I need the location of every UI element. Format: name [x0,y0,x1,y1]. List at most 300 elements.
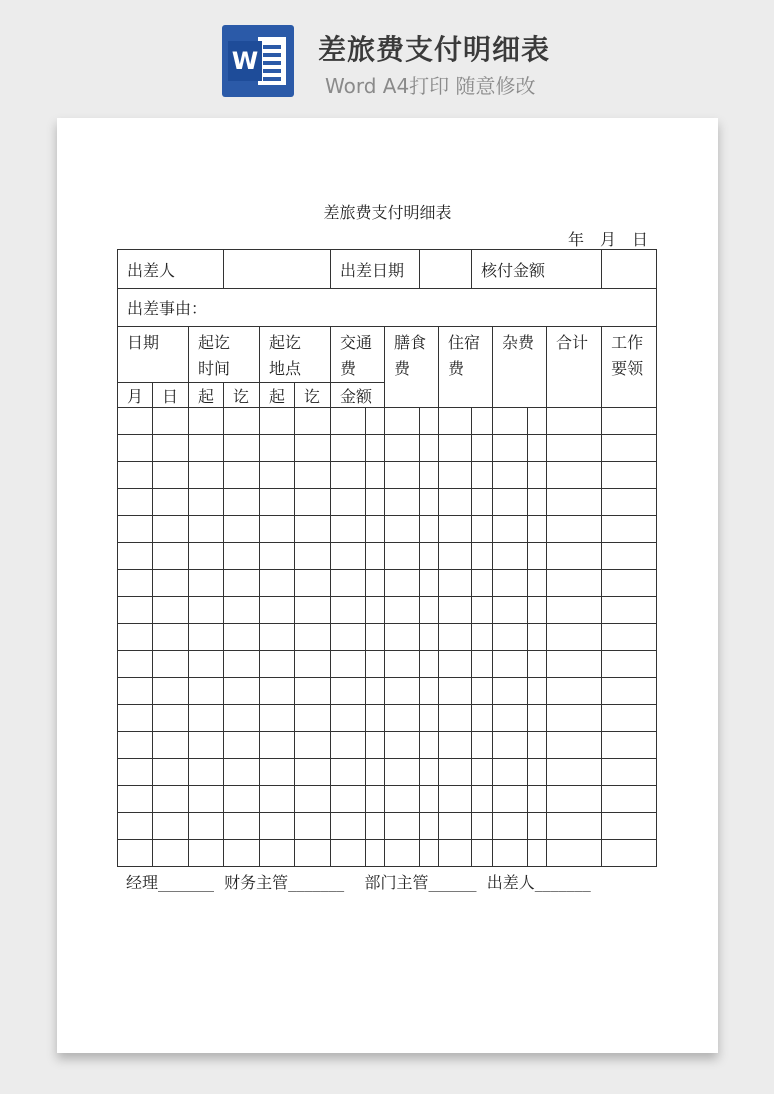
table-cell[interactable] [295,705,331,732]
table-cell[interactable] [295,651,331,678]
table-cell[interactable] [472,786,493,813]
table-cell[interactable] [528,732,547,759]
table-cell[interactable] [493,840,528,867]
table-cell[interactable] [528,678,547,705]
table-cell[interactable] [420,813,439,840]
table-cell[interactable] [118,570,153,597]
table-cell[interactable] [331,624,366,651]
table-cell[interactable] [547,462,602,489]
table-cell[interactable] [118,462,153,489]
table-cell[interactable] [224,543,260,570]
table-cell[interactable] [420,678,439,705]
table-cell[interactable] [224,813,260,840]
table-cell[interactable] [189,651,224,678]
table-cell[interactable] [295,543,331,570]
traveler-value[interactable] [224,250,331,289]
table-cell[interactable] [439,408,472,435]
table-cell[interactable] [439,570,472,597]
table-cell[interactable] [224,624,260,651]
table-cell[interactable] [472,678,493,705]
table-cell[interactable] [295,489,331,516]
table-cell[interactable] [420,732,439,759]
table-cell[interactable] [366,840,385,867]
table-cell[interactable] [295,570,331,597]
table-cell[interactable] [331,543,366,570]
table-cell[interactable] [295,732,331,759]
col-date: 日期 [118,327,189,383]
table-cell[interactable] [472,570,493,597]
subcol-day: 日 [153,383,189,408]
table-cell[interactable] [260,435,295,462]
table-cell[interactable] [153,543,189,570]
table-cell[interactable] [189,840,224,867]
approved-amount-label: 核付金额 [472,250,602,289]
table-cell[interactable] [439,759,472,786]
table-cell[interactable] [528,705,547,732]
table-cell[interactable] [472,489,493,516]
table-cell[interactable] [295,813,331,840]
table-cell[interactable] [472,408,493,435]
table-cell[interactable] [420,624,439,651]
table-cell[interactable] [385,543,420,570]
table-cell[interactable] [472,543,493,570]
table-cell[interactable] [260,813,295,840]
table-cell[interactable] [189,678,224,705]
table-cell[interactable] [260,840,295,867]
table-cell[interactable] [366,732,385,759]
table-cell[interactable] [602,408,657,435]
table-cell[interactable] [118,489,153,516]
table-cell[interactable] [472,624,493,651]
table-cell[interactable] [153,624,189,651]
table-cell[interactable] [153,570,189,597]
table-cell[interactable] [295,840,331,867]
table-cell[interactable] [189,786,224,813]
subcol-time-start: 起 [189,383,224,408]
table-cell[interactable] [331,651,366,678]
table-cell[interactable] [366,597,385,624]
table-cell[interactable] [439,705,472,732]
table-cell[interactable] [366,705,385,732]
table-cell[interactable] [439,597,472,624]
table-cell[interactable] [602,597,657,624]
table-cell[interactable] [472,651,493,678]
table-cell[interactable] [385,489,420,516]
table-cell[interactable] [602,462,657,489]
table-cell[interactable] [528,516,547,543]
table-cell[interactable] [528,543,547,570]
table-cell[interactable] [472,435,493,462]
table-cell[interactable] [385,516,420,543]
table-cell[interactable] [602,732,657,759]
table-cell[interactable] [528,651,547,678]
table-cell[interactable] [602,570,657,597]
table-cell[interactable] [472,705,493,732]
table-cell[interactable] [528,489,547,516]
subcol-month: 月 [118,383,153,408]
table-cell[interactable] [224,462,260,489]
table-cell[interactable] [260,597,295,624]
table-cell[interactable] [420,462,439,489]
table-cell[interactable] [439,678,472,705]
table-cell[interactable] [493,516,528,543]
table-cell[interactable] [547,543,602,570]
table-cell[interactable] [547,570,602,597]
table-cell[interactable] [385,813,420,840]
table-cell[interactable] [420,570,439,597]
table-cell[interactable] [602,813,657,840]
table-cell[interactable] [493,651,528,678]
table-cell[interactable] [528,759,547,786]
table-cell[interactable] [331,813,366,840]
table-cell[interactable] [472,462,493,489]
table-row [118,705,657,732]
table-cell[interactable] [602,705,657,732]
table-cell[interactable] [260,624,295,651]
table-cell[interactable] [528,813,547,840]
table-cell[interactable] [189,624,224,651]
table-cell[interactable] [118,435,153,462]
table-cell[interactable] [331,840,366,867]
table-cell[interactable] [439,516,472,543]
table-cell[interactable] [118,597,153,624]
table-cell[interactable] [493,435,528,462]
table-cell[interactable] [224,651,260,678]
table-cell[interactable] [472,732,493,759]
table-cell[interactable] [189,543,224,570]
table-cell[interactable] [366,786,385,813]
header-row-traveler [118,250,657,289]
table-cell[interactable] [385,732,420,759]
approved-amount-value[interactable] [602,250,657,289]
table-cell[interactable] [439,624,472,651]
table-cell[interactable] [385,570,420,597]
table-cell[interactable] [547,624,602,651]
table-cell[interactable] [366,678,385,705]
table-cell[interactable] [224,597,260,624]
table-cell[interactable] [189,570,224,597]
table-cell[interactable] [331,435,366,462]
table-cell[interactable] [260,705,295,732]
table-cell[interactable] [295,786,331,813]
table-cell[interactable] [602,543,657,570]
table-cell[interactable] [547,786,602,813]
table-cell[interactable] [260,786,295,813]
table-cell[interactable] [118,408,153,435]
table-cell[interactable] [602,759,657,786]
table-cell[interactable] [189,813,224,840]
table-cell[interactable] [439,489,472,516]
table-cell[interactable] [118,516,153,543]
table-cell[interactable] [331,462,366,489]
table-cell[interactable] [260,759,295,786]
table-cell[interactable] [260,570,295,597]
table-cell[interactable] [118,705,153,732]
table-cell[interactable] [602,624,657,651]
table-cell[interactable] [224,732,260,759]
word-icon [222,25,294,97]
table-cell[interactable] [224,435,260,462]
table-cell[interactable] [420,543,439,570]
table-cell[interactable] [385,840,420,867]
table-cell[interactable] [528,786,547,813]
table-cell[interactable] [260,462,295,489]
table-cell[interactable] [602,651,657,678]
table-cell[interactable] [439,840,472,867]
table-cell[interactable] [493,813,528,840]
table-cell[interactable] [295,759,331,786]
table-cell[interactable] [260,543,295,570]
table-cell[interactable] [528,435,547,462]
travel-date-label: 出差日期 [331,250,420,289]
table-cell[interactable] [153,813,189,840]
table-cell[interactable] [295,516,331,543]
table-cell[interactable] [493,408,528,435]
table-cell[interactable] [331,786,366,813]
table-row [118,759,657,786]
table-cell[interactable] [472,759,493,786]
table-cell[interactable] [385,678,420,705]
table-cell[interactable] [385,624,420,651]
table-cell[interactable] [420,786,439,813]
table-cell[interactable] [366,408,385,435]
table-cell[interactable] [153,597,189,624]
table-cell[interactable] [439,813,472,840]
table-cell[interactable] [547,705,602,732]
table-cell[interactable] [153,435,189,462]
table-cell[interactable] [153,705,189,732]
table-cell[interactable] [366,516,385,543]
table-cell[interactable] [493,489,528,516]
table-cell[interactable] [602,489,657,516]
signature-footer: 经理_______ 财务主管_______ 部门主管______ 出差人_______ [126,873,591,892]
subcol-place-end: 讫 [295,383,331,408]
data-rows [118,408,657,867]
table-cell[interactable] [602,516,657,543]
table-cell[interactable] [420,489,439,516]
table-cell[interactable] [366,813,385,840]
table-cell[interactable] [493,597,528,624]
table-cell[interactable] [153,651,189,678]
table-cell[interactable] [472,840,493,867]
table-cell[interactable] [385,435,420,462]
table-cell[interactable] [547,813,602,840]
table-cell[interactable] [224,705,260,732]
table-cell[interactable] [385,597,420,624]
table-cell[interactable] [385,462,420,489]
table-cell[interactable] [189,732,224,759]
table-row [118,840,657,867]
table-cell[interactable] [439,786,472,813]
table-cell[interactable] [260,408,295,435]
table-cell[interactable] [528,570,547,597]
table-cell[interactable] [331,597,366,624]
table-cell[interactable] [153,732,189,759]
table-cell[interactable] [547,489,602,516]
table-cell[interactable] [602,840,657,867]
table-cell[interactable] [331,705,366,732]
table-cell[interactable] [420,516,439,543]
table-cell[interactable] [331,732,366,759]
table-cell[interactable] [472,813,493,840]
table-cell[interactable] [260,678,295,705]
table-cell[interactable] [547,732,602,759]
table-cell[interactable] [189,705,224,732]
table-cell[interactable] [493,759,528,786]
table-cell[interactable] [366,624,385,651]
table-cell[interactable] [189,489,224,516]
table-cell[interactable] [260,489,295,516]
table-cell[interactable] [118,840,153,867]
table-cell[interactable] [224,516,260,543]
table-cell[interactable] [528,462,547,489]
table-cell[interactable] [385,651,420,678]
table-cell[interactable] [493,543,528,570]
table-cell[interactable] [547,435,602,462]
table-cell[interactable] [420,651,439,678]
table-cell[interactable] [224,678,260,705]
table-row [118,732,657,759]
table-cell[interactable] [439,435,472,462]
table-cell[interactable] [118,813,153,840]
table-cell[interactable] [260,516,295,543]
travel-date-value[interactable] [420,250,472,289]
table-cell[interactable] [224,840,260,867]
table-cell[interactable] [547,840,602,867]
table-cell[interactable] [547,759,602,786]
reason-label[interactable]: 出差事由： [118,289,657,327]
table-cell[interactable] [385,705,420,732]
table-cell[interactable] [366,543,385,570]
table-cell[interactable] [189,516,224,543]
table-cell[interactable] [331,678,366,705]
table-cell[interactable] [493,462,528,489]
table-cell[interactable] [547,516,602,543]
table-cell[interactable] [385,786,420,813]
table-cell[interactable] [331,489,366,516]
table-cell[interactable] [295,408,331,435]
table-cell[interactable] [295,435,331,462]
table-cell[interactable] [493,570,528,597]
table-cell[interactable] [420,435,439,462]
table-cell[interactable] [153,678,189,705]
table-cell[interactable] [385,759,420,786]
table-cell[interactable] [260,732,295,759]
table-cell[interactable] [331,516,366,543]
table-cell[interactable] [547,597,602,624]
table-cell[interactable] [118,786,153,813]
table-cell[interactable] [528,408,547,435]
table-cell[interactable] [547,651,602,678]
table-cell[interactable] [366,462,385,489]
table-cell[interactable] [602,435,657,462]
table-cell[interactable] [528,840,547,867]
table-cell[interactable] [189,759,224,786]
table-cell[interactable] [153,840,189,867]
table-cell[interactable] [331,408,366,435]
table-cell[interactable] [118,624,153,651]
table-cell[interactable] [602,678,657,705]
table-cell[interactable] [224,759,260,786]
table-cell[interactable] [153,408,189,435]
table-cell[interactable] [528,624,547,651]
table-cell[interactable] [118,678,153,705]
table-cell[interactable] [331,759,366,786]
table-cell[interactable] [493,786,528,813]
col-work-claim: 工作 要领 [602,327,657,408]
table-cell[interactable] [118,732,153,759]
table-cell[interactable] [153,516,189,543]
table-cell[interactable] [224,408,260,435]
table-cell[interactable] [295,597,331,624]
date-line: 年 月 日 [567,230,648,249]
table-cell[interactable] [493,732,528,759]
expense-form-table [117,249,657,867]
table-cell[interactable] [385,408,420,435]
table-cell[interactable] [493,705,528,732]
table-cell[interactable] [547,408,602,435]
table-cell[interactable] [295,624,331,651]
col-misc-fee: 杂费 [493,327,547,408]
table-cell[interactable] [224,489,260,516]
table-cell[interactable] [602,786,657,813]
table-cell[interactable] [472,597,493,624]
table-cell[interactable] [118,759,153,786]
word-letter: W [228,41,262,81]
table-cell[interactable] [189,408,224,435]
table-cell[interactable] [366,759,385,786]
table-cell[interactable] [118,543,153,570]
table-cell[interactable] [153,759,189,786]
table-cell[interactable] [439,651,472,678]
table-cell[interactable] [439,462,472,489]
table-cell[interactable] [366,489,385,516]
table-cell[interactable] [493,624,528,651]
table-cell[interactable] [420,408,439,435]
table-cell[interactable] [547,678,602,705]
table-cell[interactable] [420,840,439,867]
table-cell[interactable] [224,570,260,597]
table-cell[interactable] [118,651,153,678]
table-cell[interactable] [420,759,439,786]
table-cell[interactable] [493,678,528,705]
table-cell[interactable] [331,570,366,597]
table-cell[interactable] [472,516,493,543]
table-cell[interactable] [260,651,295,678]
table-cell[interactable] [528,597,547,624]
table-cell[interactable] [366,435,385,462]
table-row [118,597,657,624]
table-cell[interactable] [420,705,439,732]
table-cell[interactable] [189,462,224,489]
table-cell[interactable] [295,462,331,489]
table-cell[interactable] [153,489,189,516]
col-meal-fee: 膳食 费 [385,327,439,408]
table-cell[interactable] [189,597,224,624]
table-row [118,624,657,651]
document-lines [258,37,286,85]
table-cell[interactable] [439,732,472,759]
table-cell[interactable] [189,435,224,462]
table-cell[interactable] [420,597,439,624]
table-cell[interactable] [439,543,472,570]
table-cell[interactable] [295,678,331,705]
table-cell[interactable] [224,786,260,813]
table-cell[interactable] [153,786,189,813]
table-cell[interactable] [366,570,385,597]
table-cell[interactable] [153,462,189,489]
table-cell[interactable] [366,651,385,678]
